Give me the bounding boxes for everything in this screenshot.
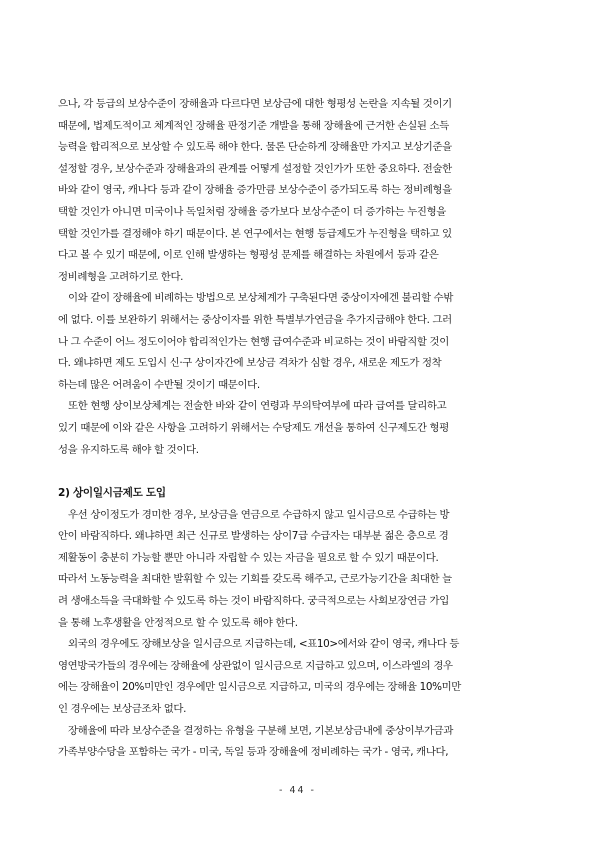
text-line: 하는데 많은 어려움이 수반될 것이기 때문이다. <box>58 378 260 391</box>
text-line: 을 통해 노후생활을 안정적으로 할 수 있도록 해야 한다. <box>58 616 298 629</box>
text-line: 능력을 합리적으로 보상할 수 있도록 해야 한다. 물론 단순하게 장해율만 가지고 보상기준을 <box>58 141 452 154</box>
paragraph <box>58 396 543 461</box>
section-heading: 2) 상이일시금제도 도입 <box>58 487 166 500</box>
text-line: 바와 같이 영국, 캐나다 등과 같이 장해율 증가만큼 보상수준이 증가되도록 하는 정비례형을 <box>58 184 452 197</box>
text-line: 외국의 경우에도 장해보상을 일시금으로 지급하는데, <표10>에서와 같이 영국, 캐나다 등 <box>68 638 460 651</box>
paragraph <box>58 634 543 720</box>
paragraph <box>58 505 543 635</box>
text-line: 에는 장해율이 20%미만인 경우에만 일시금으로 지급하고, 미국의 경우에는 장해율 10%미만 <box>58 681 461 694</box>
paragraph <box>58 94 543 288</box>
text-line: 있기 때문에 이와 같은 사항을 고려하기 위해서는 수당제도 개선을 통하여 신구제도간 형평 <box>58 421 449 434</box>
text-line: 에 없다. 이를 보완하기 위해서는 중상이자를 위한 특별부가연금을 추가지급해야 한다. 그러 <box>58 313 452 326</box>
body-text <box>58 94 543 764</box>
text-line: 따라서 노동능력을 최대한 발휘할 수 있는 기회를 갖도록 해주고, 근로가능기간을 최대한 늘 <box>58 573 452 586</box>
text-line: 때문에, 법제도적이고 체계적인 장해율 판정기준 개발을 통해 장해율에 근거한 손실된 소득 <box>58 119 449 132</box>
text-line: 택할 것인가 아니면 미국이나 독일처럼 장해율 증가보다 보상수준이 더 증가하는 누진형을 <box>58 205 446 218</box>
paragraph <box>58 288 543 396</box>
text-line: 다. 왜냐하면 제도 도입시 신·구 상이자간에 보상금 격차가 심할 경우, 새로운 제도가 정착 <box>58 357 442 370</box>
text-line: 장해율에 따라 보상수준을 결정하는 유형을 구분해 보면, 기본보상금내에 중상이부가금과 <box>68 724 454 737</box>
text-line: 이와 같이 장해율에 비례하는 방법으로 보상체계가 구축된다면 중상이자에겐 불리할 수밖 <box>68 292 454 305</box>
text-line: 으나, 각 등급의 보상수준이 장해율과 다르다면 보상금에 대한 형평성 논란을 지속될 것이기 <box>58 98 452 110</box>
text-line: 우선 상이정도가 경미한 경우, 보상금을 연금으로 수급하지 않고 일시금으로 수급하는 방 <box>68 508 450 521</box>
page-number: - 44 - <box>279 785 316 796</box>
text-line: 가족부양수당을 포함하는 국가 - 미국, 독일 등과 장해율에 정비례하는 국가 - 영국, 캐나다, <box>58 746 449 759</box>
text-line: 영연방국가들의 경우에는 장해율에 상관없이 일시금으로 지급하고 있으며, 이스라엘의 경우 <box>58 659 453 672</box>
paragraph <box>58 721 543 764</box>
text-line: 안이 바람직하다. 왜냐하면 최근 신규로 발생하는 상이7급 수급자는 대부분 젊은 층으로 경 <box>58 530 449 543</box>
text-line: 택할 것인가를 결정해야 하기 때문이다. 본 연구에서는 현행 등급제도가 누진형을 택하고 있 <box>58 227 452 240</box>
text-line: 정비례형을 고려하기로 한다. <box>58 270 184 283</box>
top-paragraphs <box>58 94 543 461</box>
text-line: 성을 유지하도록 해야 할 것이다. <box>58 443 199 456</box>
text-line: 설정할 경우, 보상수준과 장해율과의 관계를 어떻게 설정할 것인가가 또한 중요하다. 전술한 <box>58 162 452 175</box>
text-line: 다고 볼 수 있기 때문에, 이로 인해 발생하는 형평성 문제를 해결하는 차원에서 등과 같은 <box>58 249 439 262</box>
bottom-paragraphs <box>58 505 543 764</box>
text-line: 나 그 수준이 어느 정도이어야 합리적인가는 현행 급여수준과 비교하는 것이 바람직할 것이 <box>58 335 449 348</box>
text-line: 려 생애소득을 극대화할 수 있도록 하는 것이 바람직하다. 궁극적으로는 사회보장연금 가입 <box>58 595 449 608</box>
text-line: 또한 현행 상이보상체계는 전술한 바와 같이 연령과 무의탁여부에 따라 급여를 달리하고 <box>68 400 447 413</box>
text-line: 인 경우에는 보상금조차 없다. <box>58 703 187 716</box>
text-line: 제활동이 충분히 가능할 뿐만 아니라 자립할 수 있는 자금을 필요로 할 수 있기 때문이다. <box>58 551 439 564</box>
